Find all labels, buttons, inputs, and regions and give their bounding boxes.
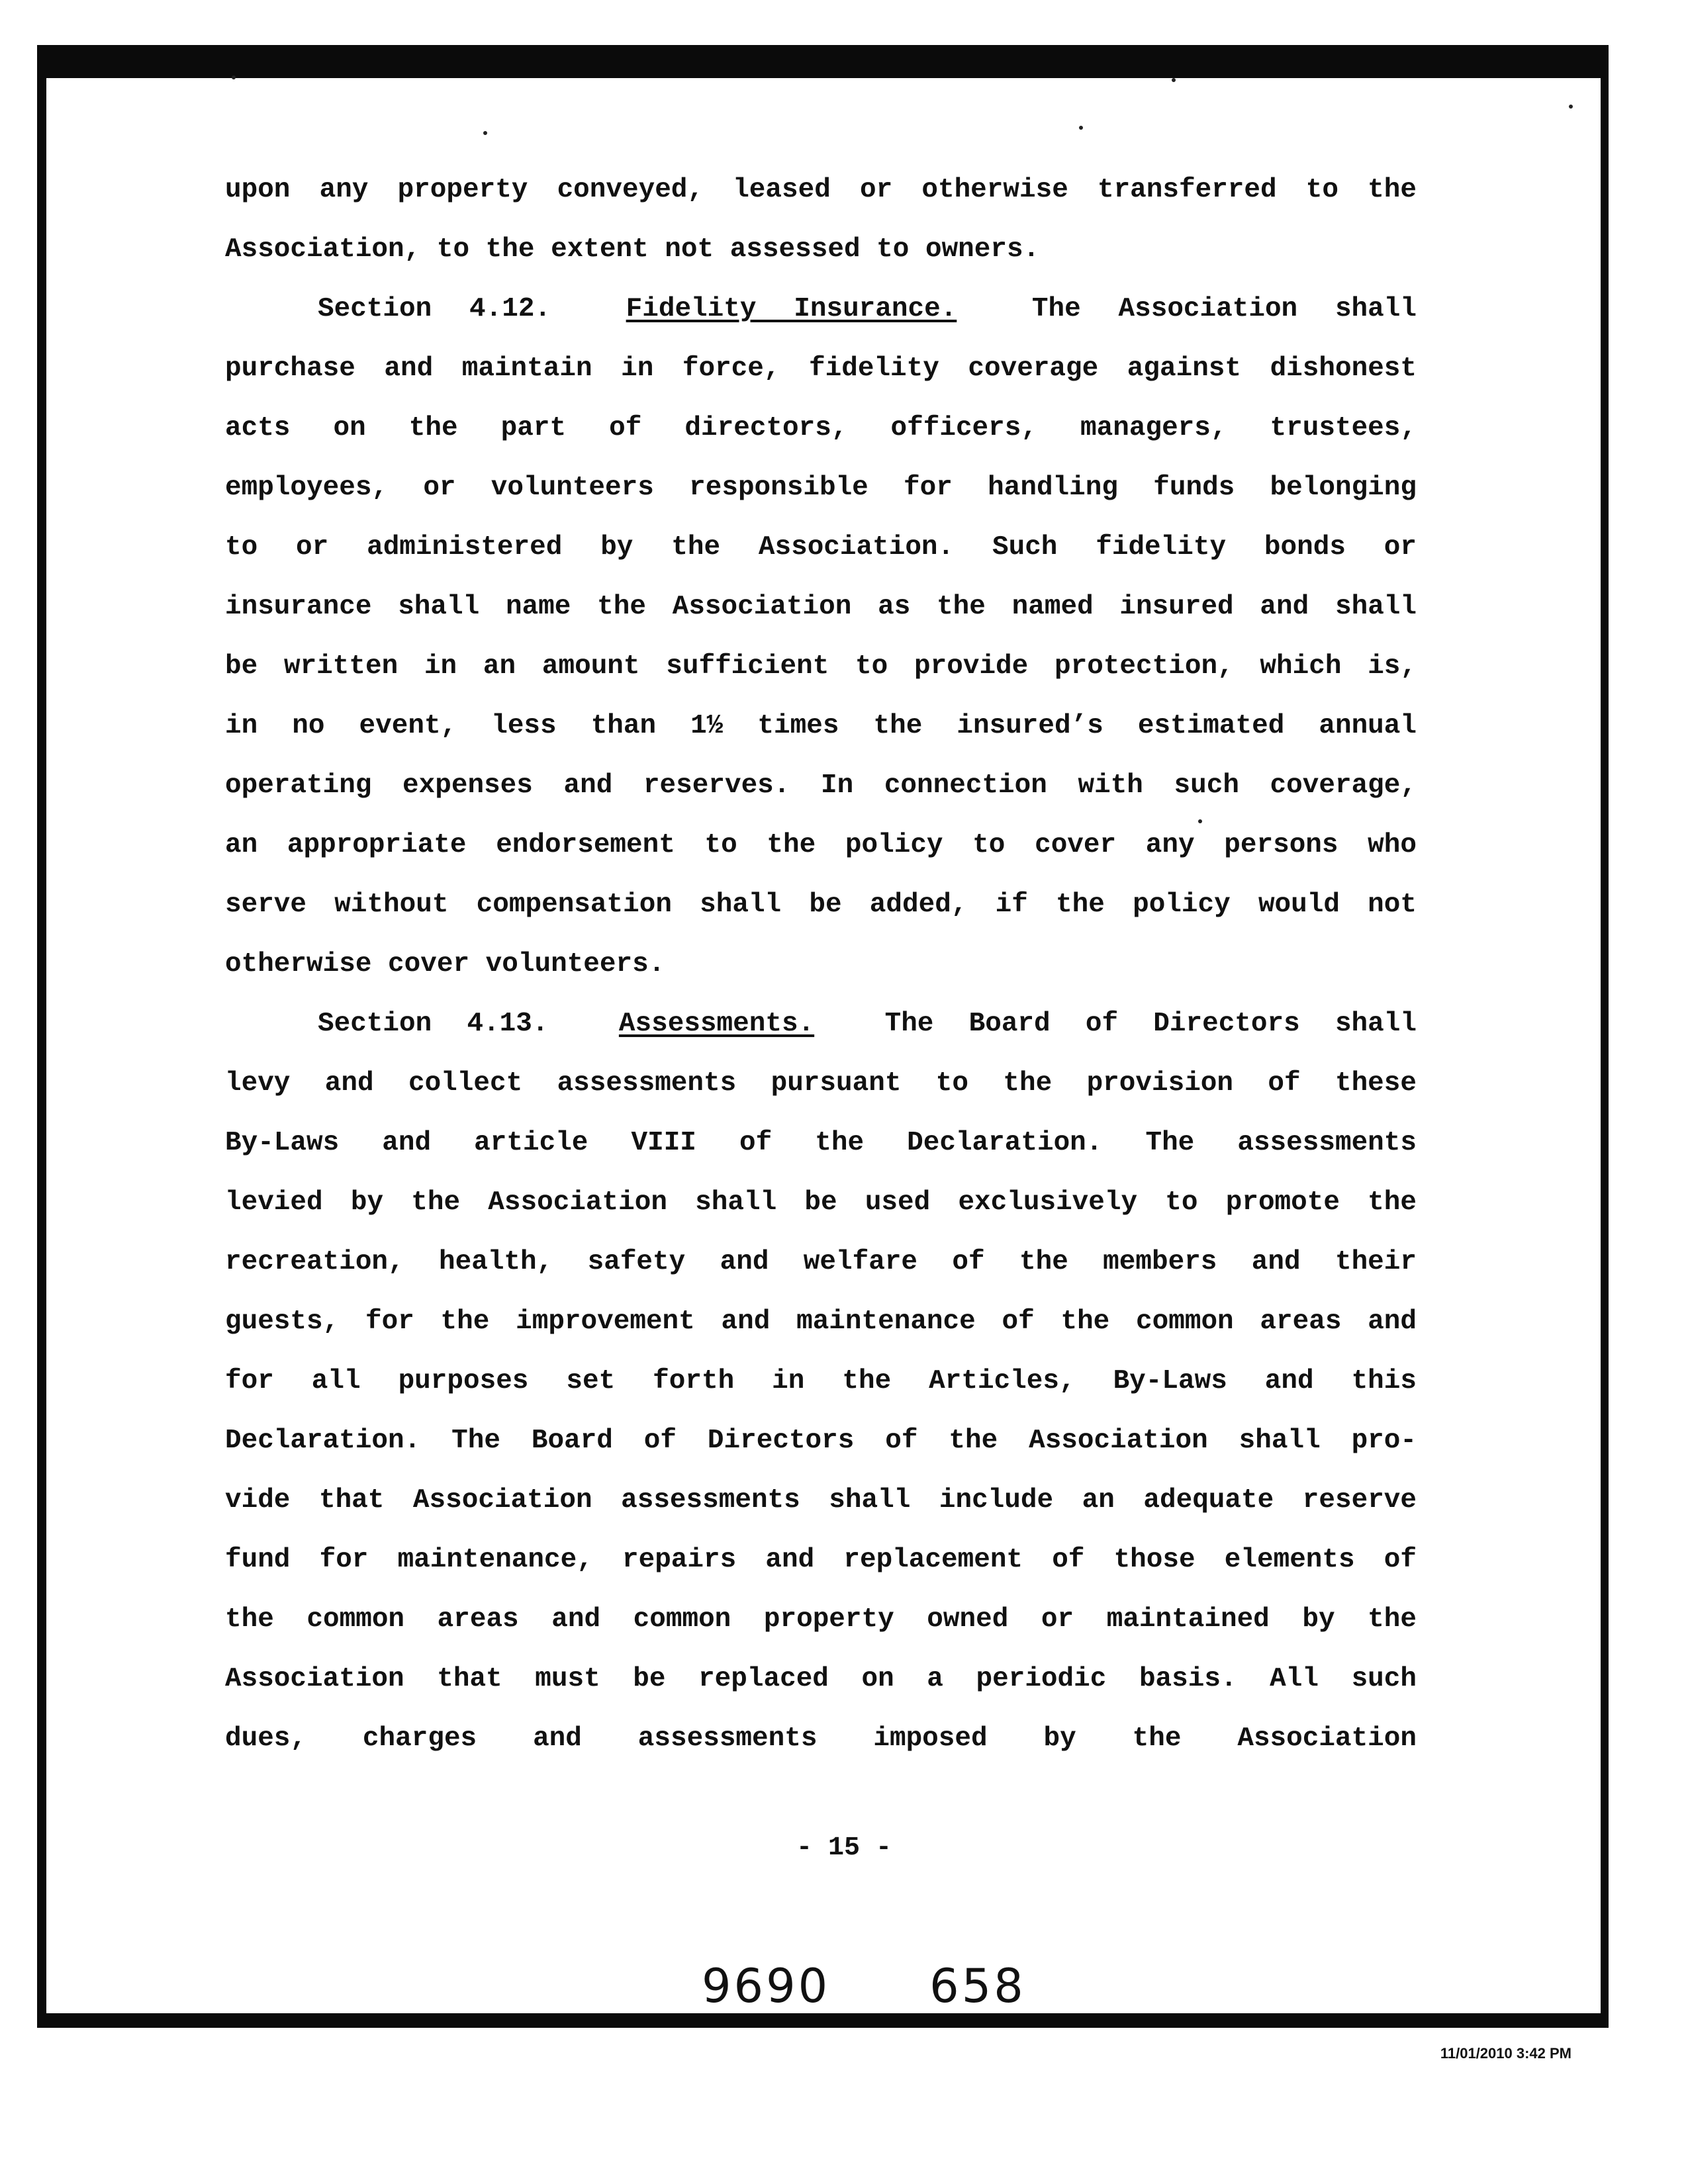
scan-speck: [483, 131, 487, 135]
text-line: in no event, less than 1½ times the insured’s estimated annual: [225, 711, 1417, 741]
recording-book-page: [702, 1959, 1026, 2013]
text-line: upon any property conveyed, leased or otherwise transferred to the: [225, 175, 1417, 205]
section-4-13-heading-line: [225, 994, 1417, 1054]
scan-speck: [1569, 105, 1573, 109]
text-line: Declaration. The Board of Directors of the Association shall pro-: [225, 1426, 1417, 1456]
text-line: be written in an amount sufficient to provide protection, which is,: [225, 651, 1417, 682]
text-line: insurance shall name the Association as the named insured and shall: [225, 592, 1417, 622]
section-heading: Fidelity Insurance.: [626, 294, 957, 324]
text-line: levied by the Association shall be used exclusively to promote the: [225, 1187, 1417, 1218]
section-label: Section 4.12.: [318, 294, 551, 324]
text-line: serve without compensation shall be added, if the policy would not: [225, 889, 1417, 920]
text-line: employees, or volunteers responsible for handling funds belonging: [225, 473, 1417, 503]
text-fragment: The Association shall: [1031, 294, 1417, 324]
text-line: acts on the part of directors, officers, managers, trustees,: [225, 413, 1417, 443]
text-line: an appropriate endorsement to the policy to cover any persons who: [225, 830, 1417, 860]
text-line: for all purposes set forth in the Articles, By-Laws and this: [225, 1366, 1417, 1396]
text-line: By-Laws and article VIII of the Declaration. The assessments: [225, 1128, 1417, 1158]
scan-speck: [1172, 78, 1176, 82]
print-timestamp: 11/01/2010 3:42 PM: [1440, 2045, 1571, 2062]
text-line: Association, to the extent not assessed to owners.: [225, 234, 1040, 265]
section-4-12-heading-line: [225, 279, 1417, 339]
text-line: vide that Association assessments shall include an adequate reserve: [225, 1485, 1417, 1516]
text-line: to or administered by the Association. Such fidelity bonds or: [225, 532, 1417, 563]
scan-speck: [232, 75, 236, 79]
section-label: Section 4.13.: [318, 1009, 549, 1039]
text-fragment: The Board of Directors shall: [884, 1009, 1417, 1039]
text-line: Association that must be replaced on a periodic basis. All such: [225, 1664, 1417, 1694]
scan-speck: [1079, 126, 1083, 130]
section-heading: Assessments.: [618, 1009, 815, 1039]
text-line: otherwise cover volunteers.: [225, 949, 665, 979]
text-line: dues, charges and assessments imposed by the Association: [225, 1723, 1417, 1754]
page-number: - 15 -: [796, 1833, 892, 1863]
text-line: levy and collect assessments pursuant to the provision of these: [225, 1068, 1417, 1099]
text-line: guests, for the improvement and maintenance of the common areas and: [225, 1306, 1417, 1337]
text-line: the common areas and common property owned or maintained by the: [225, 1604, 1417, 1635]
text-line: recreation, health, safety and welfare of the members and their: [225, 1247, 1417, 1277]
book-number: 9690: [702, 1959, 831, 2013]
text-line: fund for maintenance, repairs and replacement of those elements of: [225, 1545, 1417, 1575]
text-line: purchase and maintain in force, fidelity coverage against dishonest: [225, 353, 1417, 384]
body-text: [225, 160, 1417, 1768]
text-line: operating expenses and reserves. In connection with such coverage,: [225, 770, 1417, 801]
page-reference: 658: [929, 1959, 1026, 2013]
